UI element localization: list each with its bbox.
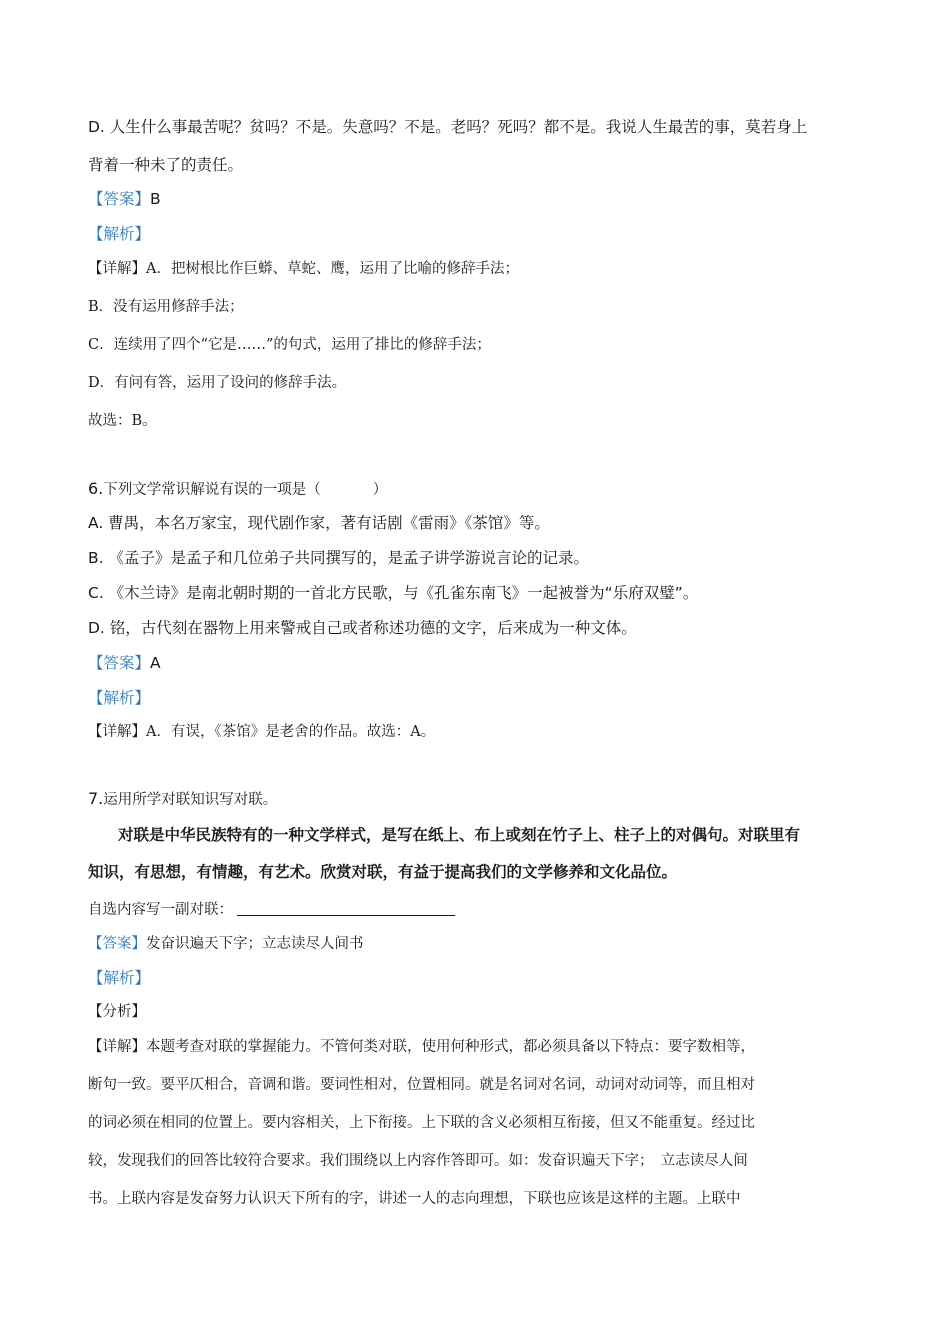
answer-tag: 【答案】 xyxy=(88,936,146,952)
q6-option-c: C. 《木兰诗》是南北朝时期的一首北方民歌，与《孔雀东南飞》一起被誉为“乐府双璧”。 xyxy=(88,584,699,602)
q7-detail-line2: 断句一致。要平仄相合，音调和谐。要词性相对，位置相同。就是名词对名词，动词对动词等，而且相对 xyxy=(88,1077,755,1093)
question-stem: 运用所学对联知识写对联。 xyxy=(103,792,278,808)
answer-value: A xyxy=(150,654,161,672)
q5-detail-b: B．没有运用修辞手法； xyxy=(88,299,244,315)
q7-detail-line1 xyxy=(88,1036,868,1058)
detail-tag: 【详解】 xyxy=(88,261,146,277)
answer-blank[interactable] xyxy=(237,899,455,916)
q7-answer xyxy=(88,933,868,955)
detail-text: A．有误，《茶馆》是老舍的作品。故选：A。 xyxy=(146,724,436,740)
detail-tag: 【详解】 xyxy=(88,1039,146,1055)
q5-detail-d: D．有问有答，运用了设问的修辞手法。 xyxy=(88,375,347,391)
detail-text: A．把树根比作巨蟒、草蛇、鹰，运用了比喻的修辞手法； xyxy=(146,261,519,277)
q7-passage-line2: 知识，有思想，有情趣，有艺术。欣赏对联，有益于提高我们的文学修养和文化品位。 xyxy=(88,863,678,881)
q7-prompt xyxy=(88,899,868,921)
q6-option-b: B. 《孟子》是孟子和几位弟子共同撰写的，是孟子讲学游说言论的记录。 xyxy=(88,549,589,567)
q7-detail-line4: 较，发现我们的回答比较符合要求。我们围绕以上内容作答即可。如：发奋识遍天下字； 立志读尽人间 xyxy=(88,1153,748,1169)
q5-conclusion: 故选：B。 xyxy=(88,413,157,429)
answer-tag: 【答案】 xyxy=(88,190,151,208)
question-number: 6. xyxy=(88,479,104,498)
q6-detail xyxy=(88,721,868,743)
q7-fenxi-tag: 【分析】 xyxy=(88,1004,146,1020)
prompt-text: 自选内容写一副对联： xyxy=(88,902,233,918)
q5-detail xyxy=(88,258,868,280)
answer-tag: 【答案】 xyxy=(88,654,151,672)
question-number: 7. xyxy=(88,789,104,808)
q7-detail-line5: 书。上联内容是发奋努力认识天下所有的字，讲述一人的志向理想，下联也应该是这样的主题。上联中 xyxy=(88,1191,741,1207)
q7-analysis-tag: 【解析】 xyxy=(88,969,151,987)
q5-detail-c: C．连续用了四个“它是……”的句式，运用了排比的修辞手法； xyxy=(88,337,491,353)
q6-option-a: A. 曹禺，本名万家宝，现代剧作家，著有话剧《雷雨》《茶馆》等。 xyxy=(88,514,550,532)
detail-tag: 【详解】 xyxy=(88,724,146,740)
answer-value: B xyxy=(150,190,161,208)
q5-option-d-line2: 背着一种未了的责任。 xyxy=(88,156,244,174)
q7-stem xyxy=(88,788,868,811)
q6-stem xyxy=(88,478,868,501)
q5-analysis-tag: 【解析】 xyxy=(88,225,151,243)
q7-detail-line3: 的词必须在相同的位置上。要内容相关，上下衔接。上下联的含义必须相互衔接，但又不能重复。经过比 xyxy=(88,1115,755,1131)
q6-analysis-tag: 【解析】 xyxy=(88,689,151,707)
question-stem: 下列文学常识解说有误的一项是（ xyxy=(103,482,321,498)
q5-option-d-line1: D. 人生什么事最苦呢？贫吗？不是。失意吗？不是。老吗？死吗？都不是。我说人生最苦的事，莫若身上 xyxy=(88,118,808,136)
q6-answer xyxy=(88,652,868,674)
q5-answer xyxy=(88,188,868,210)
q7-passage-line1: 对联是中华民族特有的一种文学样式，是写在纸上、布上或刻在竹子上、柱子上的对偶句。对联里有 xyxy=(118,826,801,844)
q6-option-d: D. 铭，古代刻在器物上用来警戒自己或者称述功德的文字，后来成为一种文体。 xyxy=(88,619,637,637)
answer-value: 发奋识遍天下字；立志读尽人间书 xyxy=(146,936,364,952)
detail-text: 本题考查对联的掌握能力。不管何类对联，使用何种形式，都必须具备以下特点：要字数相等， xyxy=(146,1039,755,1055)
question-stem-close: ） xyxy=(372,482,388,498)
